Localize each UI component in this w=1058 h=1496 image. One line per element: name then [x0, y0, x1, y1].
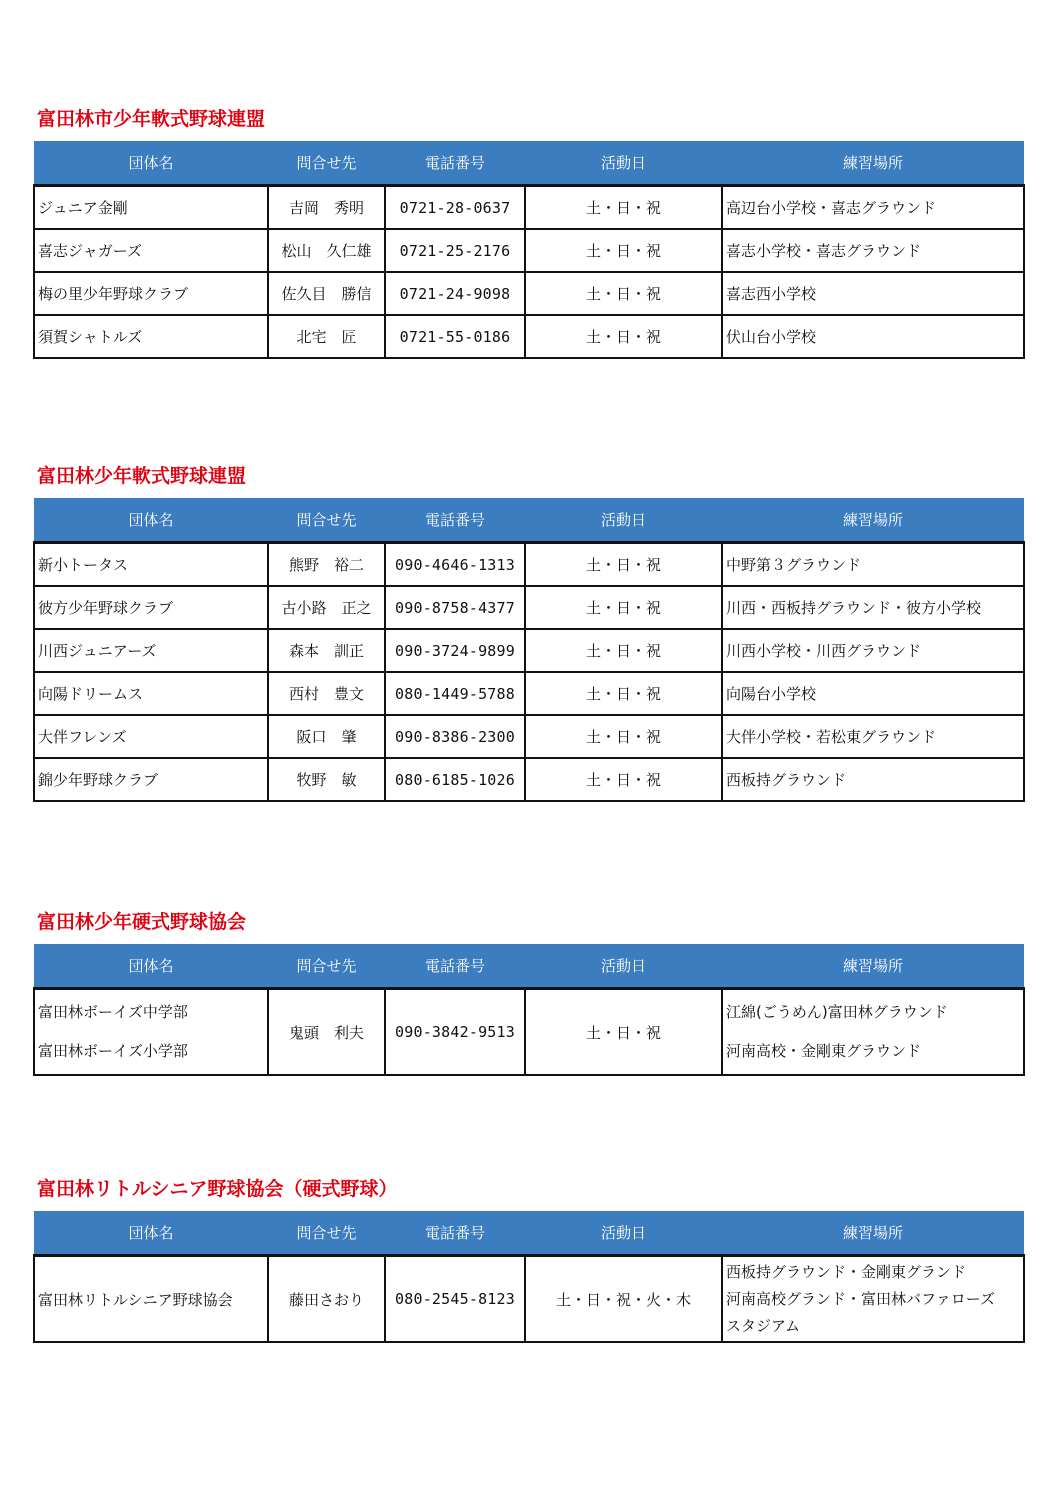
header-contact: 問合せ先 [268, 141, 385, 186]
activity-days: 土・日・祝 [525, 272, 722, 315]
activity-days: 土・日・祝 [525, 758, 722, 801]
activity-days: 土・日・祝 [525, 315, 722, 358]
practice-place: 喜志小学校・喜志グラウンド [722, 229, 1024, 272]
practice-place: 西板持グラウンド・金剛東グランド [726, 1262, 967, 1281]
phone-number: 080-1449-5788 [385, 672, 525, 715]
activity-days: 土・日・祝 [525, 229, 722, 272]
header-phone: 電話番号 [385, 1211, 525, 1256]
contact-name: 藤田さおり [268, 1256, 385, 1343]
contact-name: 牧野 敏 [268, 758, 385, 801]
contact-name: 阪口 肇 [268, 715, 385, 758]
contact-name: 西村 豊文 [268, 672, 385, 715]
header-team: 団体名 [34, 141, 268, 186]
team-name: 富田林リトルシニア野球協会 [34, 1256, 268, 1343]
phone-number: 090-3724-9899 [385, 629, 525, 672]
contact-name: 鬼頭 利夫 [268, 989, 385, 1076]
header-phone: 電話番号 [385, 944, 525, 989]
header-contact: 問合せ先 [268, 498, 385, 543]
team-name: 川西ジュニアーズ [34, 629, 268, 672]
practice-place-cell [722, 1256, 1024, 1343]
activity-days: 土・日・祝 [525, 672, 722, 715]
activity-days: 土・日・祝 [525, 629, 722, 672]
section-title: 富田林少年軟式野球連盟 [37, 465, 247, 487]
team-name: 富田林ボーイズ小学部 [38, 1042, 188, 1060]
team-table [33, 141, 1025, 359]
header-days: 活動日 [525, 944, 722, 989]
activity-days: 土・日・祝 [525, 989, 722, 1076]
table-row [34, 586, 1024, 629]
header-place: 練習場所 [722, 498, 1024, 543]
header-team: 団体名 [34, 1211, 268, 1256]
practice-place: スタジアム [726, 1316, 800, 1335]
phone-number: 080-6185-1026 [385, 758, 525, 801]
practice-place: 川西・西板持グラウンド・彼方小学校 [722, 586, 1024, 629]
header-place: 練習場所 [722, 141, 1024, 186]
phone-number: 090-8758-4377 [385, 586, 525, 629]
header-team: 団体名 [34, 498, 268, 543]
team-name: 富田林ボーイズ中学部 [38, 1003, 188, 1021]
contact-name: 古小路 正之 [268, 586, 385, 629]
header-phone: 電話番号 [385, 141, 525, 186]
activity-days: 土・日・祝 [525, 586, 722, 629]
team-name: 錦少年野球クラブ [34, 758, 268, 801]
practice-place: 高辺台小学校・喜志グラウンド [722, 186, 1024, 230]
practice-place: 江綿(ごうめん)富田林グラウンド [726, 1003, 948, 1021]
activity-days: 土・日・祝・火・木 [525, 1256, 722, 1343]
practice-place: 中野第３グラウンド [722, 543, 1024, 587]
contact-name: 松山 久仁雄 [268, 229, 385, 272]
practice-place: 伏山台小学校 [722, 315, 1024, 358]
section-title: 富田林少年硬式野球協会 [37, 911, 247, 933]
phone-number: 080-2545-8123 [385, 1256, 525, 1343]
header-team: 団体名 [34, 944, 268, 989]
practice-place: 河南高校・金剛東グラウンド [726, 1042, 922, 1060]
table-row [34, 629, 1024, 672]
practice-place: 河南高校グランド・富田林バファローズ [726, 1289, 995, 1308]
header-days: 活動日 [525, 141, 722, 186]
team-name: ジュニア金剛 [34, 186, 268, 230]
table-row [34, 989, 1024, 1076]
contact-name: 森本 訓正 [268, 629, 385, 672]
activity-days: 土・日・祝 [525, 543, 722, 587]
table-row [34, 715, 1024, 758]
activity-days: 土・日・祝 [525, 186, 722, 230]
table-row [34, 229, 1024, 272]
practice-place: 大伴小学校・若松東グラウンド [722, 715, 1024, 758]
practice-place: 向陽台小学校 [722, 672, 1024, 715]
contact-name: 北宅 匠 [268, 315, 385, 358]
header-contact: 問合せ先 [268, 944, 385, 989]
team-name: 梅の里少年野球クラブ [34, 272, 268, 315]
team-name-cell [34, 989, 268, 1076]
team-table [33, 944, 1025, 1076]
header-place: 練習場所 [722, 1211, 1024, 1256]
team-name: 喜志ジャガーズ [34, 229, 268, 272]
table-row [34, 543, 1024, 587]
header-days: 活動日 [525, 498, 722, 543]
header-phone: 電話番号 [385, 498, 525, 543]
table-row [34, 272, 1024, 315]
table-row [34, 1256, 1024, 1343]
team-name: 新小トータス [34, 543, 268, 587]
table-header-row [34, 1211, 1024, 1256]
header-place: 練習場所 [722, 944, 1024, 989]
section-title: 富田林市少年軟式野球連盟 [37, 108, 266, 130]
header-contact: 問合せ先 [268, 1211, 385, 1256]
phone-number: 090-8386-2300 [385, 715, 525, 758]
section-title: 富田林リトルシニア野球協会（硬式野球） [37, 1178, 398, 1200]
phone-number: 0721-24-9098 [385, 272, 525, 315]
table-row [34, 758, 1024, 801]
team-name: 須賀シャトルズ [34, 315, 268, 358]
phone-number: 090-4646-1313 [385, 543, 525, 587]
practice-place: 西板持グラウンド [722, 758, 1024, 801]
phone-number: 0721-55-0186 [385, 315, 525, 358]
phone-number: 0721-28-0637 [385, 186, 525, 230]
contact-name: 熊野 裕二 [268, 543, 385, 587]
team-name: 大伴フレンズ [34, 715, 268, 758]
phone-number: 090-3842-9513 [385, 989, 525, 1076]
table-row [34, 186, 1024, 230]
practice-place: 川西小学校・川西グラウンド [722, 629, 1024, 672]
team-name: 向陽ドリームス [34, 672, 268, 715]
table-header-row [34, 498, 1024, 543]
team-table [33, 498, 1025, 802]
practice-place-cell [722, 989, 1024, 1076]
table-header-row [34, 944, 1024, 989]
contact-name: 佐久目 勝信 [268, 272, 385, 315]
activity-days: 土・日・祝 [525, 715, 722, 758]
table-header-row [34, 141, 1024, 186]
team-name: 彼方少年野球クラブ [34, 586, 268, 629]
contact-name: 吉岡 秀明 [268, 186, 385, 230]
team-table [33, 1211, 1025, 1343]
practice-place: 喜志西小学校 [722, 272, 1024, 315]
table-row [34, 315, 1024, 358]
header-days: 活動日 [525, 1211, 722, 1256]
table-row [34, 672, 1024, 715]
phone-number: 0721-25-2176 [385, 229, 525, 272]
